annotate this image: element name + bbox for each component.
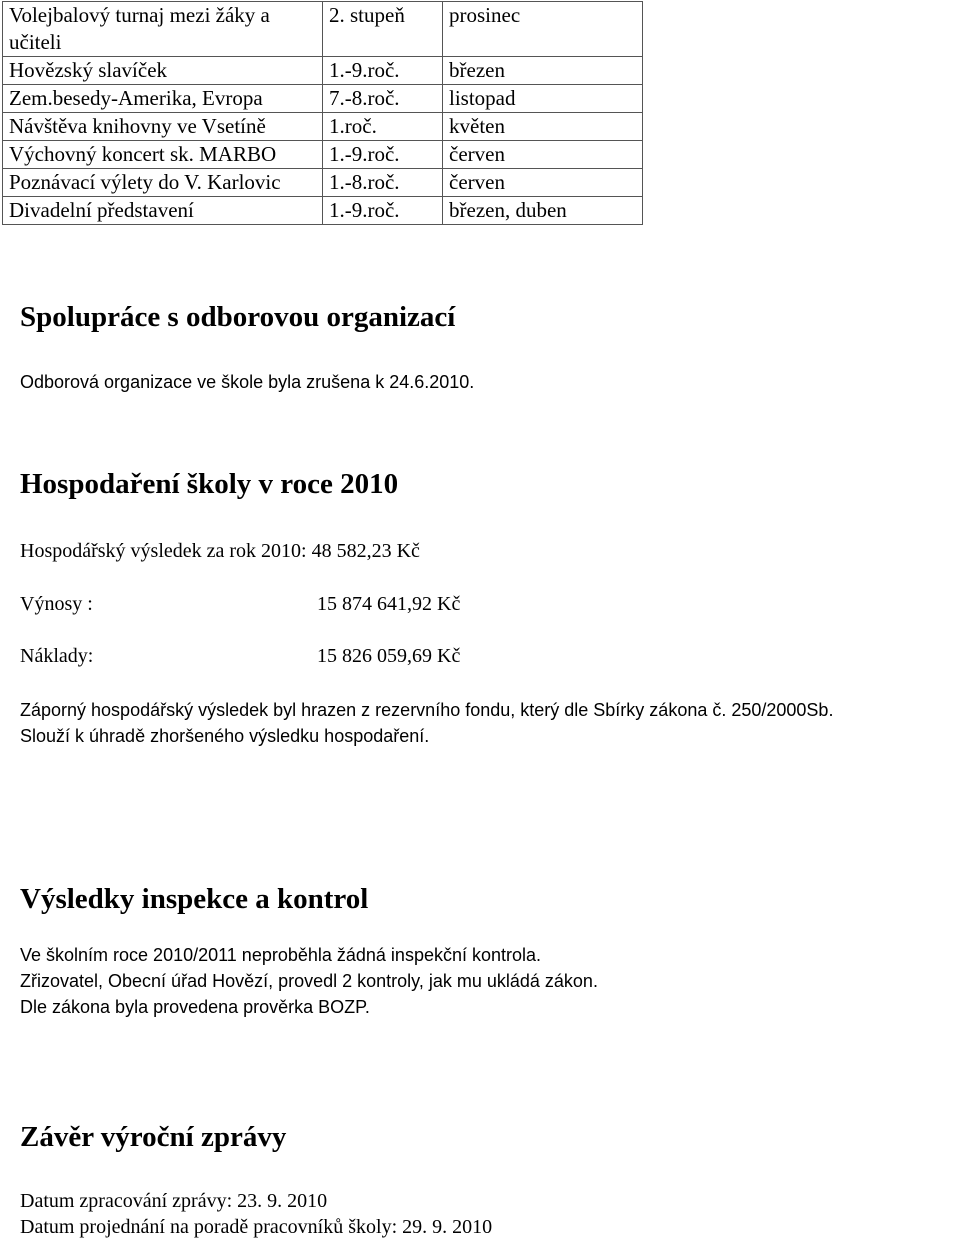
economy-note-line2: Slouží k úhradě zhoršeného výsledku hospodaření. <box>20 726 430 746</box>
event-month-cell: březen <box>443 57 643 85</box>
table-row <box>3 197 643 225</box>
economy-note-line1: Záporný hospodářský výsledek byl hrazen z rezervního fondu, který dle Sbírky zákona č. 250/2000Sb. <box>20 700 834 720</box>
event-month-cell: květen <box>443 113 643 141</box>
table-row <box>3 85 643 113</box>
income-value: 15 874 641,92 Kč <box>317 593 461 615</box>
event-month-cell: prosinec <box>443 2 643 57</box>
conclusion-line2: Datum projednání na poradě pracovníků školy: 29. 9. 2010 <box>20 1216 493 1238</box>
event-grade-cell: 2. stupeň <box>323 2 443 57</box>
inspection-line1: Ve školním roce 2010/2011 neproběhla žádná inspekční kontrola. <box>20 945 542 965</box>
table-row <box>3 141 643 169</box>
event-month-cell: březen, duben <box>443 197 643 225</box>
costs-label: Náklady: <box>20 645 94 667</box>
event-grade-cell: 7.-8.roč. <box>323 85 443 113</box>
event-name-cell: Divadelní představení <box>3 197 323 225</box>
table-row <box>3 57 643 85</box>
event-grade-cell: 1.-9.roč. <box>323 141 443 169</box>
table-row <box>3 113 643 141</box>
conclusion-line1: Datum zpracování zprávy: 23. 9. 2010 <box>20 1190 328 1212</box>
table-row <box>3 169 643 197</box>
costs-value: 15 826 059,69 Kč <box>317 645 461 667</box>
events-table-body <box>3 2 643 225</box>
event-grade-cell: 1.-9.roč. <box>323 197 443 225</box>
union-heading: Spolupráce s odborovou organizací <box>20 301 456 333</box>
event-month-cell: červen <box>443 141 643 169</box>
union-text: Odborová organizace ve škole byla zrušena k 24.6.2010. <box>20 372 475 392</box>
economy-heading: Hospodaření školy v roce 2010 <box>20 468 399 500</box>
events-table <box>2 1 643 225</box>
event-grade-cell: 1.-8.roč. <box>323 169 443 197</box>
event-name-cell: Výchovný koncert sk. MARBO <box>3 141 323 169</box>
event-name-cell: Zem.besedy-Amerika, Evropa <box>3 85 323 113</box>
inspection-line2: Zřizovatel, Obecní úřad Hovězí, provedl 2 kontroly, jak mu ukládá zákon. <box>20 971 598 991</box>
conclusion-heading: Závěr výroční zprávy <box>20 1121 287 1153</box>
income-label: Výnosy : <box>20 593 93 615</box>
event-name-cell: Návštěva knihovny ve Vsetíně <box>3 113 323 141</box>
inspection-line3: Dle zákona byla provedena prověrka BOZP. <box>20 997 370 1017</box>
event-name-cell: Poznávací výlety do V. Karlovic <box>3 169 323 197</box>
event-name-cell: Volejbalový turnaj mezi žáky a učiteli <box>3 2 323 57</box>
event-grade-cell: 1.-9.roč. <box>323 57 443 85</box>
event-name-cell: Hovězský slavíček <box>3 57 323 85</box>
event-grade-cell: 1.roč. <box>323 113 443 141</box>
event-month-cell: červen <box>443 169 643 197</box>
inspection-heading: Výsledky inspekce a kontrol <box>20 883 369 915</box>
table-row <box>3 2 643 57</box>
economy-result: Hospodářský výsledek za rok 2010: 48 582,23 Kč <box>20 540 420 562</box>
event-month-cell: listopad <box>443 85 643 113</box>
